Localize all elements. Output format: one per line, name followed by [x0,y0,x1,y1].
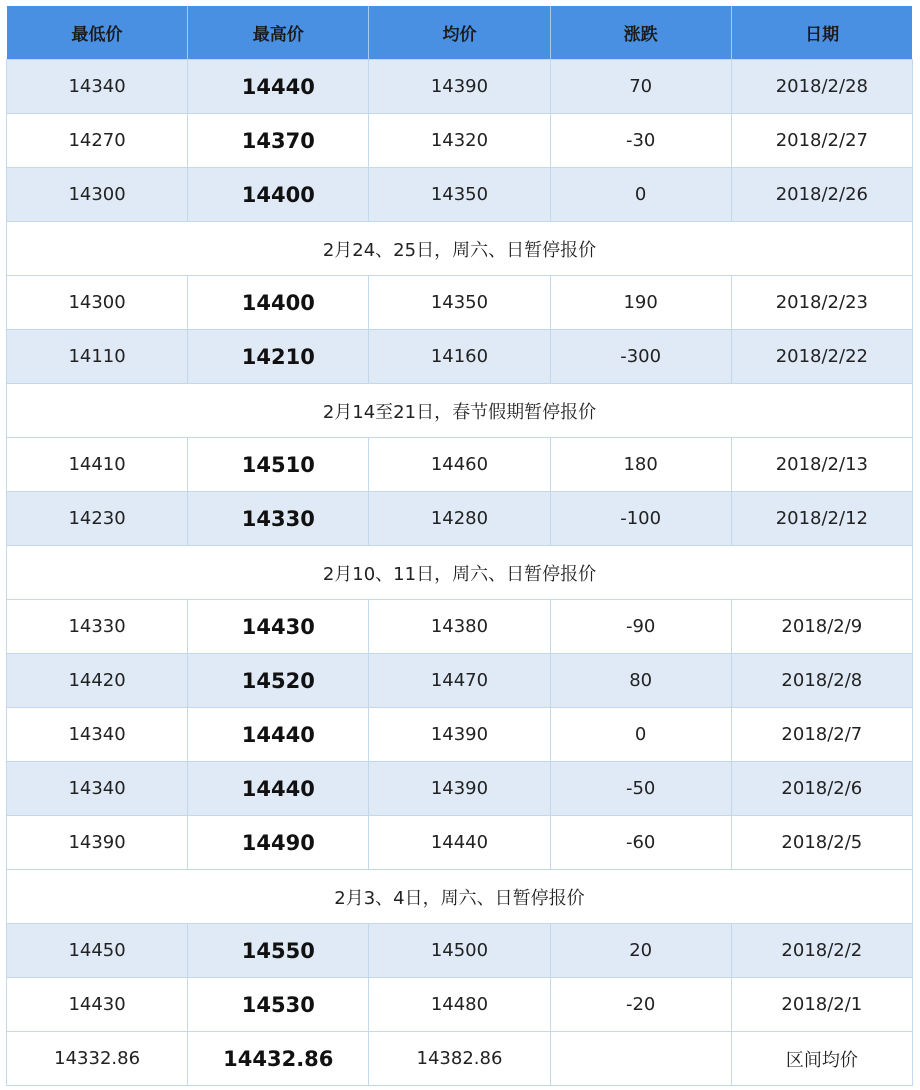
cell-date: 2018/2/27 [731,114,912,168]
cell-avg: 14390 [369,60,550,114]
notice-row [7,546,913,600]
cell-avg: 14480 [369,978,550,1032]
cell-low: 14450 [7,924,188,978]
cell-date: 2018/2/5 [731,816,912,870]
notice-text: 2月14至21日，春节假期暂停报价 [7,384,913,438]
cell-avg: 14470 [369,654,550,708]
cell-high: 14440 [188,60,369,114]
cell-avg: 14440 [369,816,550,870]
table-row [7,330,913,384]
table-row [7,114,913,168]
cell-high: 14210 [188,330,369,384]
cell-avg: 14500 [369,924,550,978]
cell-date: 2018/2/26 [731,168,912,222]
header-low: 最低价 [7,6,188,60]
cell-change: -30 [550,114,731,168]
cell-avg: 14280 [369,492,550,546]
cell-high: 14440 [188,762,369,816]
cell-date: 2018/2/28 [731,60,912,114]
cell-change: -300 [550,330,731,384]
table-row [7,276,913,330]
cell-date: 2018/2/2 [731,924,912,978]
notice-row [7,870,913,924]
cell-low: 14390 [7,816,188,870]
cell-low: 14410 [7,438,188,492]
header-row [7,6,913,60]
cell-date: 2018/2/12 [731,492,912,546]
notice-row [7,384,913,438]
summary-date: 区间均价 [731,1032,912,1086]
cell-low: 14110 [7,330,188,384]
cell-low: 14340 [7,60,188,114]
cell-date: 2018/2/13 [731,438,912,492]
cell-date: 2018/2/1 [731,978,912,1032]
cell-low: 14430 [7,978,188,1032]
notice-row [7,222,913,276]
header-date: 日期 [731,6,912,60]
table-body [7,60,913,1086]
summary-change [550,1032,731,1086]
table-row [7,60,913,114]
cell-change: 80 [550,654,731,708]
cell-low: 14340 [7,762,188,816]
price-table-container [6,6,912,1086]
cell-high: 14550 [188,924,369,978]
cell-change: 180 [550,438,731,492]
cell-low: 14230 [7,492,188,546]
summary-low: 14332.86 [7,1032,188,1086]
table-row [7,978,913,1032]
cell-date: 2018/2/8 [731,654,912,708]
cell-date: 2018/2/7 [731,708,912,762]
cell-high: 14430 [188,600,369,654]
notice-text: 2月24、25日，周六、日暂停报价 [7,222,913,276]
table-row [7,492,913,546]
table-row [7,654,913,708]
cell-avg: 14390 [369,708,550,762]
cell-avg: 14320 [369,114,550,168]
cell-change: 20 [550,924,731,978]
cell-change: -60 [550,816,731,870]
cell-date: 2018/2/23 [731,276,912,330]
notice-text: 2月3、4日，周六、日暂停报价 [7,870,913,924]
cell-date: 2018/2/6 [731,762,912,816]
table-row [7,600,913,654]
cell-low: 14300 [7,168,188,222]
cell-low: 14420 [7,654,188,708]
cell-high: 14530 [188,978,369,1032]
table-row [7,438,913,492]
cell-change: 0 [550,708,731,762]
cell-avg: 14350 [369,168,550,222]
cell-high: 14510 [188,438,369,492]
cell-date: 2018/2/22 [731,330,912,384]
table-row [7,816,913,870]
cell-avg: 14350 [369,276,550,330]
cell-change: 0 [550,168,731,222]
cell-high: 14330 [188,492,369,546]
cell-change: -20 [550,978,731,1032]
cell-high: 14490 [188,816,369,870]
cell-change: -100 [550,492,731,546]
summary-avg: 14382.86 [369,1032,550,1086]
summary-row [7,1032,913,1086]
cell-avg: 14380 [369,600,550,654]
cell-high: 14370 [188,114,369,168]
cell-change: -50 [550,762,731,816]
cell-high: 14440 [188,708,369,762]
cell-avg: 14160 [369,330,550,384]
cell-change: 190 [550,276,731,330]
cell-high: 14520 [188,654,369,708]
header-high: 最高价 [188,6,369,60]
summary-high: 14432.86 [188,1032,369,1086]
table-row [7,168,913,222]
cell-avg: 14390 [369,762,550,816]
notice-text: 2月10、11日，周六、日暂停报价 [7,546,913,600]
price-table [6,6,913,1086]
cell-low: 14300 [7,276,188,330]
cell-low: 14340 [7,708,188,762]
cell-high: 14400 [188,276,369,330]
header-avg: 均价 [369,6,550,60]
table-row [7,708,913,762]
cell-date: 2018/2/9 [731,600,912,654]
cell-change: 70 [550,60,731,114]
cell-low: 14270 [7,114,188,168]
cell-change: -90 [550,600,731,654]
cell-high: 14400 [188,168,369,222]
header-change: 涨跌 [550,6,731,60]
table-row [7,924,913,978]
cell-avg: 14460 [369,438,550,492]
table-row [7,762,913,816]
cell-low: 14330 [7,600,188,654]
